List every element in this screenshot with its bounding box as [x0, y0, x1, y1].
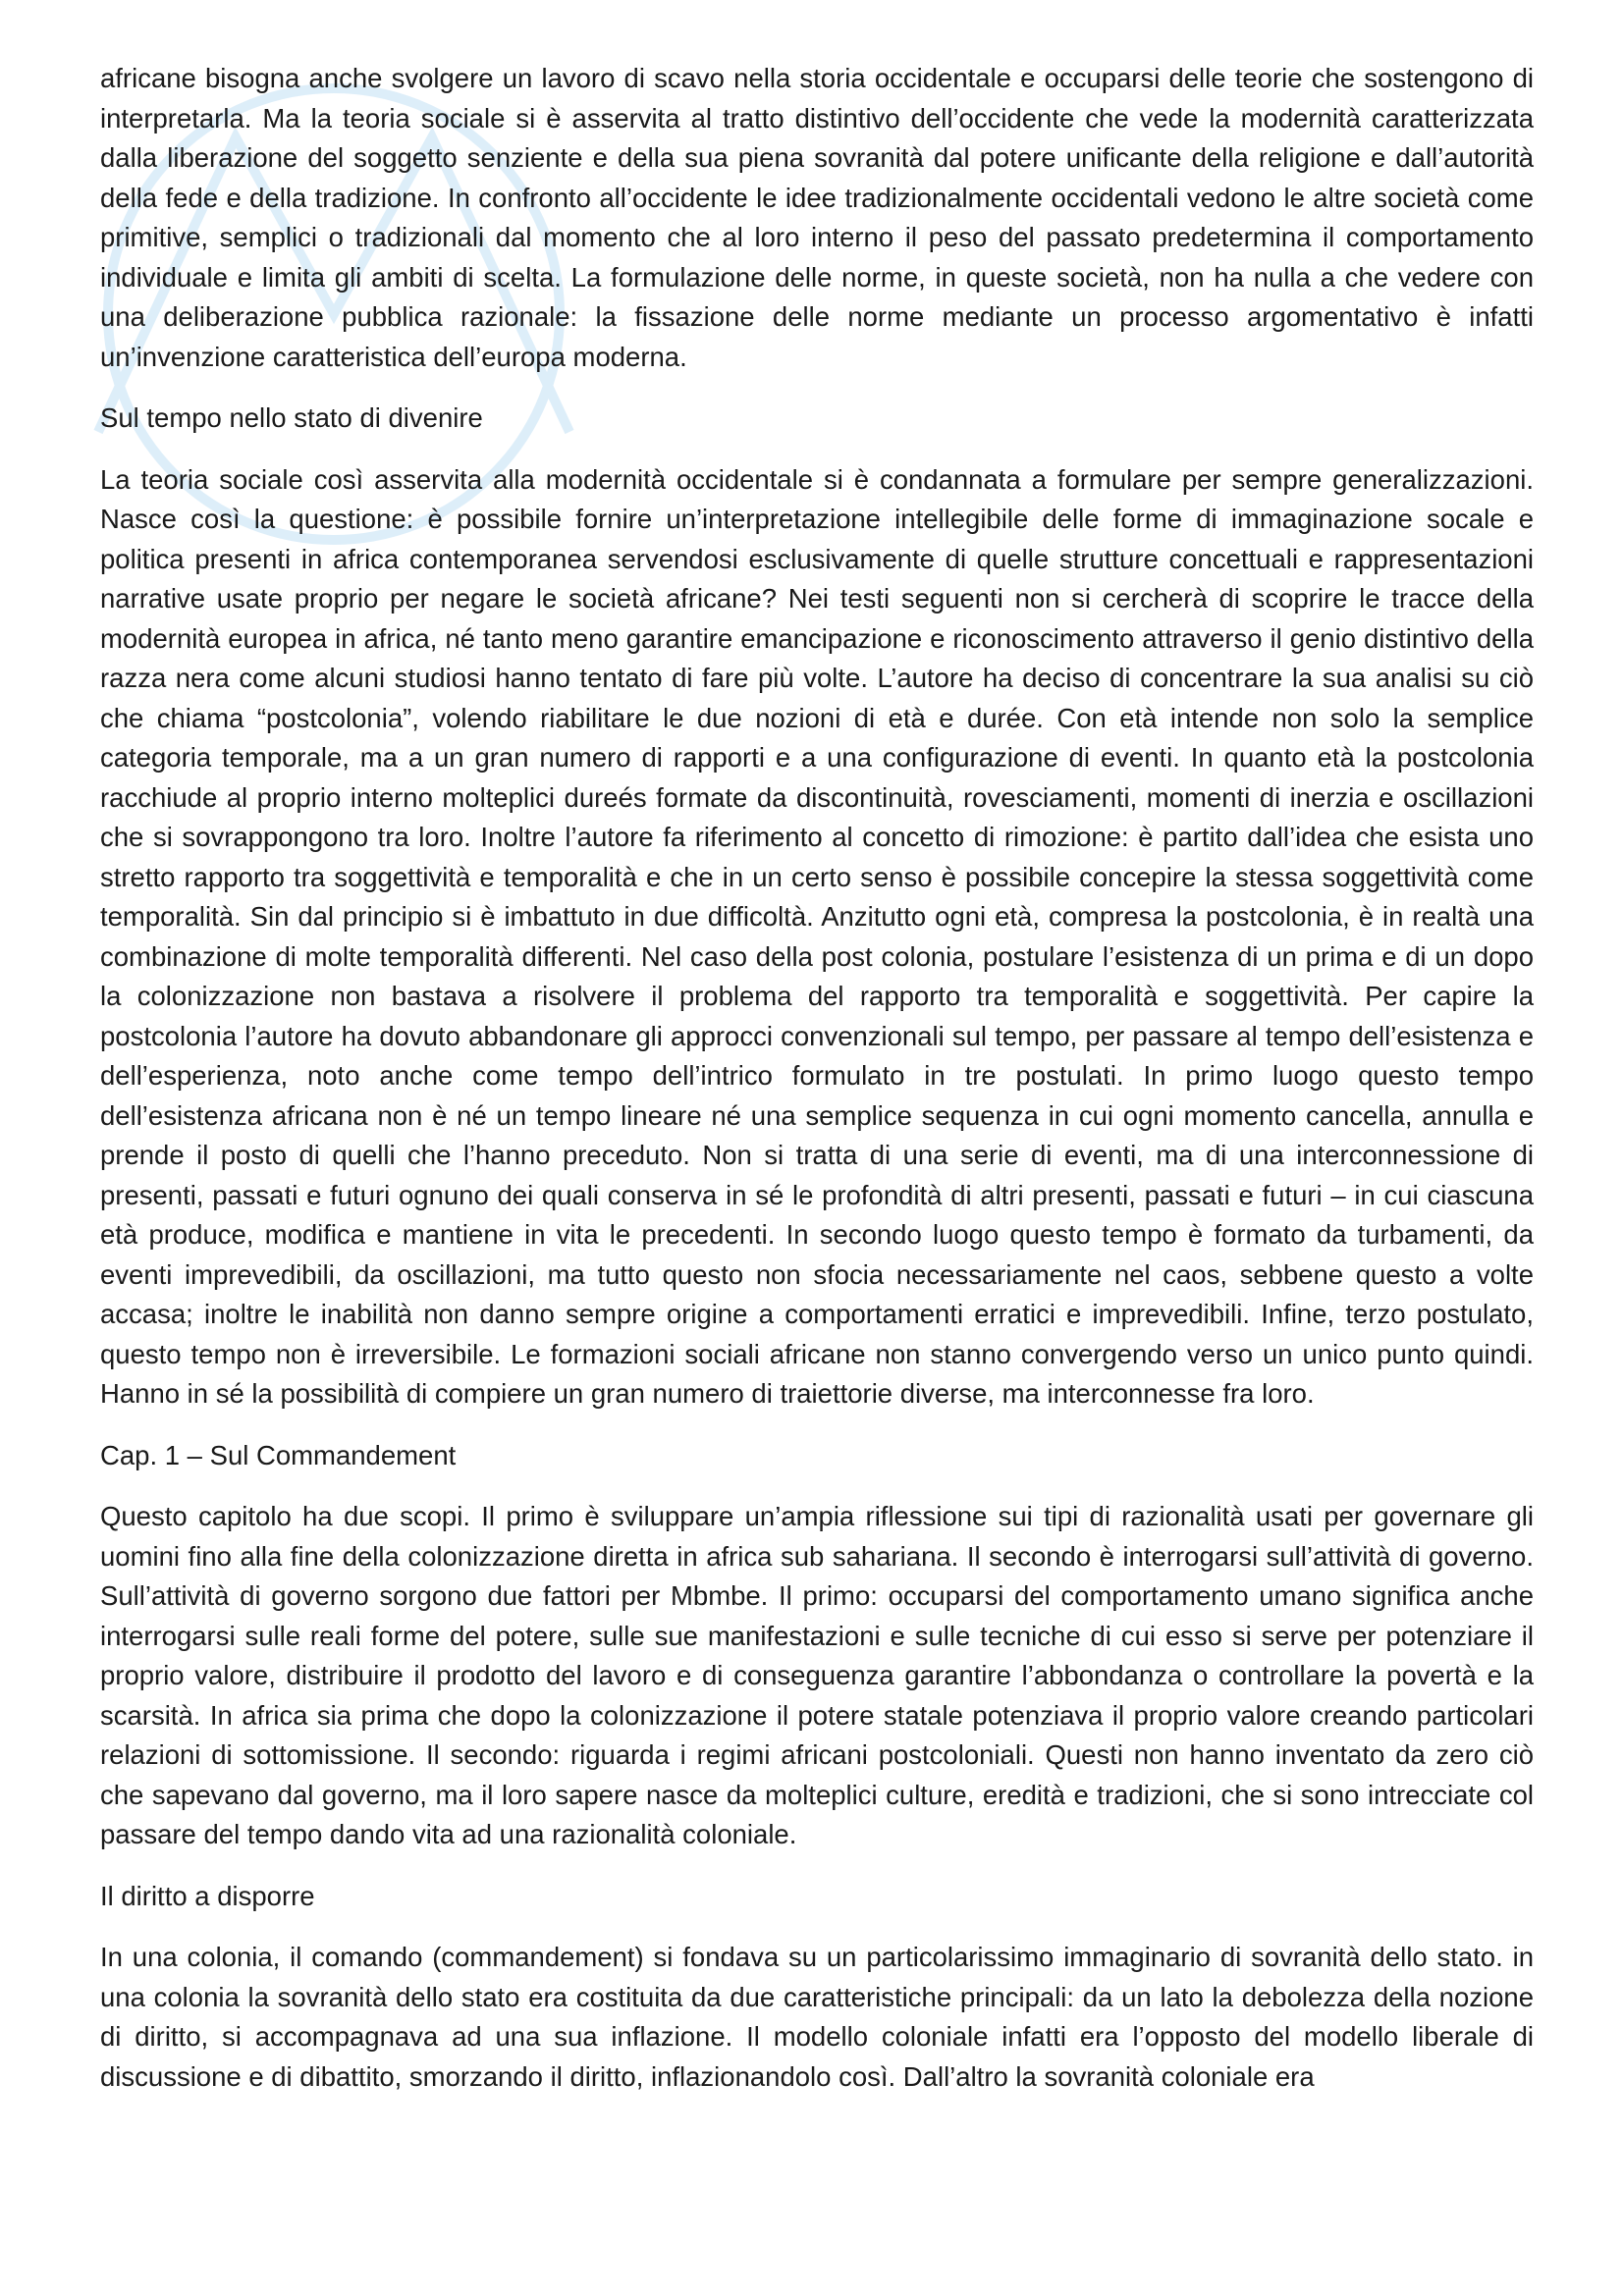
- paragraph-diritto: In una colonia, il comando (commandement) si fondava su un particolarissimo immaginario di sovranità dello stato. in una colonia la sovranità dello stato era costituita da due caratteristiche principali: da un lato la debolezza della nozione di diritto, si accompagnava ad una sua inflazione. Il modello coloniale infatti era l’opposto del modello liberale di discussione e di dibattito, smorzando il diritto, inflazionandolo così. Dall’altro la sovranità coloniale era: [100, 1942, 1534, 2092]
- section-heading-tempo: Sul tempo nello stato di divenire: [100, 402, 483, 433]
- section-heading-commandement: Cap. 1 – Sul Commandement: [100, 1439, 457, 1470]
- paragraph-commandement: Questo capitolo ha due scopi. Il primo è sviluppare un’ampia riflessione sui tipi di razionalità usati per governare gli uomini fino alla fine della colonizzazione diretta in africa sub sahariana. Il secondo è interrogarsi sull’attività di governo. Sull’attività di governo sorgono due fattori per Mbmbe. Il primo: occuparsi del comportamento umano significa anche interrogarsi sulle reali forme del potere, sulle sue manifestazioni e sulle tecniche di cui esso si serve per potenziare il proprio valore, distribuire il prodotto del lavoro e di conseguenza garantire l’abbondanza o controllare la povertà e la scarsità. In africa sia prima che dopo la colonizzazione il potere statale potenziava il proprio valore creando particolari relazioni di sottomissione. Il secondo: riguarda i regimi africani postcoloniali. Questi non hanno inventato da zero ciò che sapevano dal governo, ma il loro sapere nasce da molteplici culture, eredità e tradizioni, che si sono intrecciate col passare del tempo dando vita ad una razionalità coloniale.: [100, 1501, 1534, 1849]
- section-heading-diritto: Il diritto a disporre: [100, 1880, 315, 1911]
- document-page: [100, 59, 1534, 2118]
- paragraph-intro: africane bisogna anche svolgere un lavoro di scavo nella storia occidentale e occuparsi delle teorie che sostengono di interpretarla. Ma la teoria sociale si è asservita al tratto distintivo dell’occidente che vede la modernità caratterizzata dalla liberazione del soggetto senziente e della sua piena sovranità dal potere unificante della religione e dall’autorità della fede e della tradizione. In confronto all’occidente le idee tradizionalmente occidentali vedono le altre società come primitive, semplici o tradizionali dal momento che al loro interno il peso del passato predetermina il comportamento individuale e limita gli ambiti di scelta. La formulazione delle norme, in queste società, non ha nulla a che vedere con una deliberazione pubblica razionale: la fissazione delle norme mediante un processo argomentativo è infatti un’invenzione caratteristica dell’europa moderna.: [100, 63, 1534, 372]
- paragraph-tempo: La teoria sociale così asservita alla modernità occidentale si è condannata a formulare per sempre generalizzazioni. Nasce così la questione: è possibile fornire un’interpretazione intellegibile delle forme di immaginazione socale e politica presenti in africa contemporanea servendosi esclusivamente di quelle strutture concettuali e rappresentazioni narrative usate proprio per negare le società africane? Nei testi seguenti non si cercherà di scoprire le tracce della modernità europea in africa, né tanto meno garantire emancipazione e riconoscimento attraverso il genio distintivo della razza nera come alcuni studiosi hanno tentato di fare più volte. L’autore ha deciso di concentrare la sua analisi su ciò che chiama “postcolonia”, volendo riabilitare le due nozioni di età e durée. Con età intende non solo la semplice categoria temporale, ma a un gran numero di rapporti e a una configurazione di eventi. In quanto età la postcolonia racchiude al proprio interno molteplici dureés formate da discontinuità, rovesciamenti, momenti di inerzia e oscillazioni che si sovrappongono tra loro. Inoltre l’autore fa riferimento al concetto di rimozione: è partito dall’idea che esista uno stretto rapporto tra soggettività e temporalità e che in un certo senso è possibile concepire la stessa soggettività come temporalità. Sin dal principio si è imbattuto in due difficoltà. Anzitutto ogni età, compresa la postcolonia, è in realtà una combinazione di molte temporalità differenti. Nel caso della post colonia, postulare l’esistenza di un prima e di un dopo la colonizzazione non bastava a risolvere il problema del rapporto tra temporalità e soggettività. Per capire la postcolonia l’autore ha dovuto abbandonare gli approcci convenzionali sul tempo, per passare al tempo dell’esistenza e dell’esperienza, noto anche come tempo dell’intrico formulato in tre postulati. In primo luogo questo tempo dell’esistenza africana non è né un tempo lineare né una semplice sequenza in cui ogni momento cancella, annulla e prende il posto di quelli che l’hanno preceduto. Non si tratta di una serie di eventi, ma di una interconnessione di presenti, passati e futuri ognuno dei quali conserva in sé le profondità di altri presenti, passati e futuri – in cui ciascuna età produce, modifica e mantiene in vita le precedenti. In secondo luogo questo tempo è formato da turbamenti, da eventi imprevedibili, da oscillazioni, ma tutto questo non sfocia necessariamente nel caos, sebbene questo a volte accasa; inoltre le inabilità non danno sempre origine a comportamenti erratici e imprevedibili. Infine, terzo postulato, questo tempo non è irreversibile. Le formazioni sociali africane non stanno convergendo verso un unico punto quindi. Hanno in sé la possibilità di compiere un gran numero di traiettorie diverse, ma interconnesse fra loro.: [100, 463, 1534, 1409]
